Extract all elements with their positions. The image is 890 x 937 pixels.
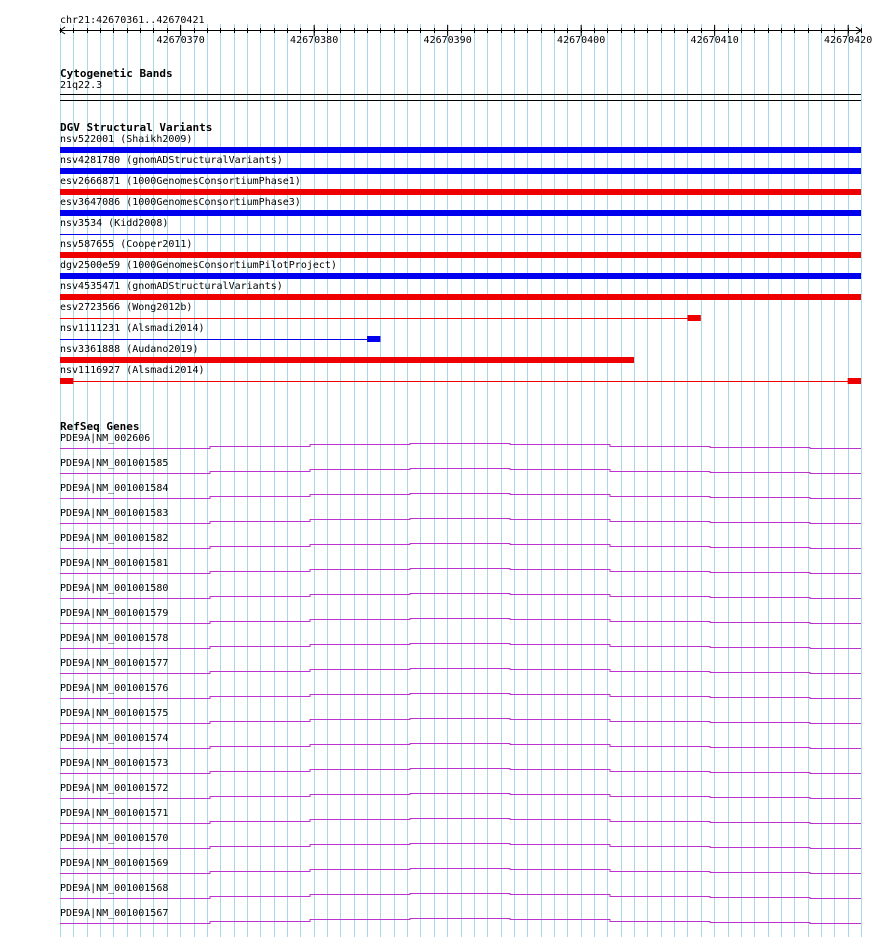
- refseq-gene-line: [60, 619, 861, 624]
- refseq-gene-line: [60, 844, 861, 849]
- refseq-feature-label: PDE9A|NM_001001571: [60, 808, 169, 819]
- refseq-feature-label: PDE9A|NM_001001585: [60, 458, 169, 469]
- refseq-feature-label: PDE9A|NM_001001574: [60, 733, 169, 744]
- refseq-track-title: RefSeq Genes: [60, 420, 140, 433]
- dgv-feature-label: nsv1111231 (Alsmadi2014): [60, 323, 205, 334]
- refseq-gene-line: [60, 819, 861, 824]
- dgv-feature-label: esv3647086 (1000GenomesConsortiumPhase3): [60, 197, 301, 208]
- dgv-feature-bar: [367, 336, 380, 342]
- refseq-feature-label: PDE9A|NM_001001572: [60, 783, 169, 794]
- dgv-feature-bar: [60, 210, 861, 216]
- region-label: chr21:42670361..42670421: [60, 15, 205, 26]
- refseq-feature-label: PDE9A|NM_001001579: [60, 608, 169, 619]
- dgv-feature-label: nsv3361888 (Audano2019): [60, 344, 199, 355]
- dgv-feature-bar: [60, 252, 861, 258]
- dgv-feature-label: dgv2500e59 (1000GenomesConsortiumPilotProject): [60, 260, 337, 271]
- refseq-feature-label: PDE9A|NM_001001577: [60, 658, 169, 669]
- refseq-feature-label: PDE9A|NM_001001573: [60, 758, 169, 769]
- dgv-feature-label: esv2666871 (1000GenomesConsortiumPhase1): [60, 176, 301, 187]
- refseq-feature-label: PDE9A|NM_001001570: [60, 833, 169, 844]
- dgv-feature-bar: [60, 147, 861, 153]
- ruler-tick-label: 42670420: [824, 35, 873, 46]
- ruler-tick-label: 42670410: [690, 35, 739, 46]
- ruler-tick-label: 42670380: [290, 35, 339, 46]
- refseq-gene-line: [60, 894, 861, 899]
- dgv-feature-label: nsv587655 (Cooper2011): [60, 239, 193, 250]
- dgv-feature-bar: [60, 378, 73, 384]
- refseq-feature-label: PDE9A|NM_001001580: [60, 583, 169, 594]
- dgv-feature-label: esv2723566 (Wong2012b): [60, 302, 193, 313]
- refseq-gene-line: [60, 769, 861, 774]
- refseq-gene-line: [60, 669, 861, 674]
- dgv-feature-label: nsv4281780 (gnomADStructuralVariants): [60, 155, 283, 166]
- refseq-gene-line: [60, 519, 861, 524]
- refseq-gene-line: [60, 919, 861, 924]
- refseq-gene-line: [60, 694, 861, 699]
- dgv-feature-bar: [60, 294, 861, 300]
- dgv-feature-bar: [848, 378, 861, 384]
- cyto-band-label: 21q22.3: [60, 80, 103, 91]
- cyto-track-title: Cytogenetic Bands: [60, 67, 173, 80]
- dgv-feature-label: nsv4535471 (gnomADStructuralVariants): [60, 281, 283, 292]
- refseq-feature-label: PDE9A|NM_001001578: [60, 633, 169, 644]
- refseq-gene-line: [60, 494, 861, 499]
- refseq-gene-line: [60, 744, 861, 749]
- dgv-feature-label: nsv522001 (Shaikh2009): [60, 134, 193, 145]
- dgv-feature-label: nsv1116927 (Alsmadi2014): [60, 365, 205, 376]
- refseq-feature-label: PDE9A|NM_001001576: [60, 683, 169, 694]
- refseq-gene-line: [60, 544, 861, 549]
- refseq-gene-line: [60, 719, 861, 724]
- refseq-feature-label: PDE9A|NM_001001567: [60, 908, 169, 919]
- refseq-feature-label: PDE9A|NM_001001582: [60, 533, 169, 544]
- dgv-feature-label: nsv3534 (Kidd2008): [60, 218, 169, 229]
- refseq-gene-line: [60, 794, 861, 799]
- refseq-feature-label: PDE9A|NM_001001581: [60, 558, 169, 569]
- refseq-feature-label: PDE9A|NM_001001568: [60, 883, 169, 894]
- refseq-gene-line: [60, 644, 861, 649]
- refseq-gene-line: [60, 869, 861, 874]
- refseq-feature-label: PDE9A|NM_002606: [60, 433, 151, 444]
- refseq-gene-line: [60, 444, 861, 449]
- ruler-tick-label: 42670370: [156, 35, 205, 46]
- refseq-gene-line: [60, 469, 861, 474]
- dgv-feature-bar: [687, 315, 700, 321]
- refseq-feature-label: PDE9A|NM_001001575: [60, 708, 169, 719]
- refseq-feature-label: PDE9A|NM_001001584: [60, 483, 169, 494]
- dgv-track-title: DGV Structural Variants: [60, 121, 213, 134]
- dgv-feature-bar: [60, 357, 634, 363]
- refseq-gene-line: [60, 569, 861, 574]
- refseq-feature-label: PDE9A|NM_001001569: [60, 858, 169, 869]
- refseq-gene-line: [60, 594, 861, 599]
- refseq-feature-label: PDE9A|NM_001001583: [60, 508, 169, 519]
- dgv-feature-bar: [60, 273, 861, 279]
- ruler-tick-label: 42670400: [557, 35, 606, 46]
- dgv-feature-bar: [60, 189, 861, 195]
- ruler-tick-label: 42670390: [423, 35, 472, 46]
- dgv-feature-bar: [60, 168, 861, 174]
